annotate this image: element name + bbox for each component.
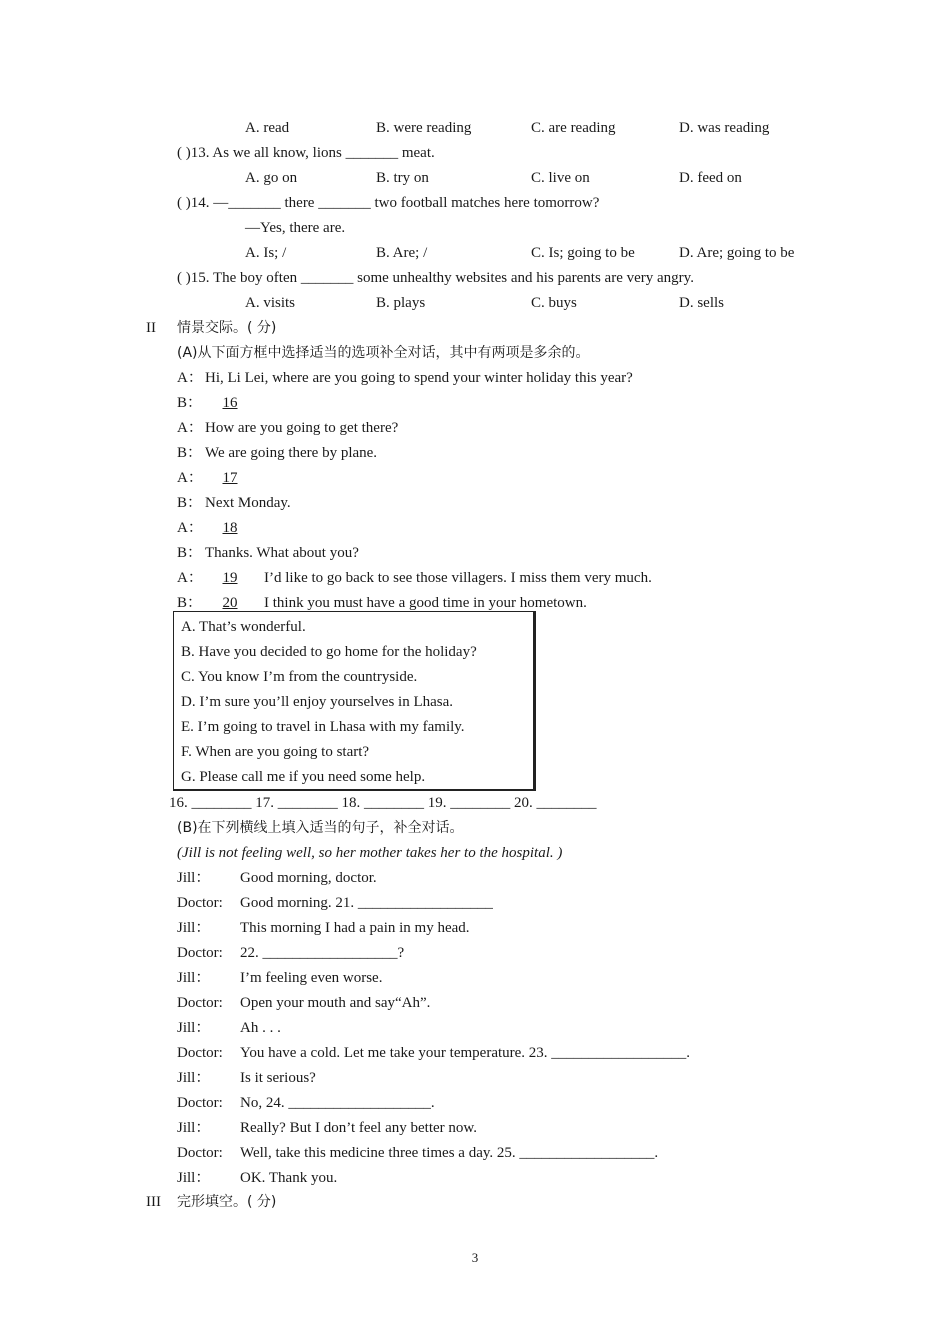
dialogue-speaker: B： bbox=[177, 395, 203, 411]
dialogue-text: Good morning, doctor. bbox=[240, 870, 377, 886]
dialogue-text: You have a cold. Let me take your temperature. 23. __________________. bbox=[240, 1045, 691, 1061]
q14-option-b: B. Are; / bbox=[376, 245, 428, 261]
blank-19: 19 bbox=[222, 570, 238, 586]
dialogue-speaker: A： bbox=[177, 520, 203, 536]
blank-17: 17 bbox=[222, 470, 238, 486]
q14-reply: —Yes, there are. bbox=[245, 220, 346, 236]
q12-option-b: B. were reading bbox=[376, 120, 472, 136]
dialogue-text: Next Monday. bbox=[205, 495, 291, 511]
box-option-c: C. You know I’m from the countryside. bbox=[181, 669, 418, 685]
dialogue-text: Open your mouth and say“Ah”. bbox=[240, 995, 431, 1011]
blank-20: 20 bbox=[222, 595, 238, 611]
dialogue-text: No, 24. ___________________. bbox=[240, 1095, 435, 1111]
dialogue-text: Is it serious? bbox=[240, 1070, 316, 1086]
box-option-b: B. Have you decided to go home for the holiday? bbox=[181, 644, 477, 660]
dialogue-text: I’m feeling even worse. bbox=[240, 970, 383, 986]
q15-option-b: B. plays bbox=[376, 295, 426, 311]
dialogue-text: Ah . . . bbox=[240, 1020, 281, 1036]
q14-option-a: A. Is; / bbox=[245, 245, 287, 261]
dialogue-speaker: Jill： bbox=[177, 920, 211, 936]
answer-line: 16. ________ 17. ________ 18. ________ 19. ________ 20. ________ bbox=[169, 795, 597, 811]
q13-option-b: B. try on bbox=[376, 170, 429, 186]
dialogue-text: Thanks. What about you? bbox=[205, 545, 359, 561]
section2-title: 情景交际。( 分) bbox=[177, 320, 277, 336]
dialogue-speaker: Jill： bbox=[177, 870, 211, 886]
part-b-instruction: (B)在下列横线上填入适当的句子，补全对话。 bbox=[177, 820, 464, 836]
box-option-f: F. When are you going to start? bbox=[181, 744, 370, 760]
dialogue-text: This morning I had a pain in my head. bbox=[240, 920, 470, 936]
q13-option-a: A. go on bbox=[245, 170, 298, 186]
dialogue-speaker: Doctor: bbox=[177, 1145, 223, 1161]
dialogue-speaker: Jill： bbox=[177, 970, 211, 986]
part-b-context: (Jill is not feeling well, so her mother takes her to the hospital. ) bbox=[177, 845, 563, 861]
dialogue-speaker: A： bbox=[177, 470, 203, 486]
q14-option-c: C. Is; going to be bbox=[531, 245, 635, 261]
dialogue-speaker: Doctor: bbox=[177, 995, 223, 1011]
q13-stem: ( )13. As we all know, lions _______ meat. bbox=[177, 145, 435, 161]
blank-18: 18 bbox=[222, 520, 238, 536]
q12-option-c: C. are reading bbox=[531, 120, 616, 136]
options-box bbox=[173, 611, 536, 791]
q14-option-d: D. Are; going to be bbox=[679, 245, 795, 261]
box-option-a: A. That’s wonderful. bbox=[181, 619, 306, 635]
dialogue-text: Really? But I don’t feel any better now. bbox=[240, 1120, 478, 1136]
dialogue-speaker: Jill： bbox=[177, 1120, 211, 1136]
dialogue-speaker: A： bbox=[177, 570, 203, 586]
dialogue-text: 22. __________________? bbox=[240, 945, 405, 961]
q15-stem: ( )15. The boy often _______ some unhealthy websites and his parents are very angry. bbox=[177, 270, 694, 286]
q14-stem: ( )14. —_______ there _______ two football matches here tomorrow? bbox=[177, 195, 600, 211]
dialogue-speaker: Doctor: bbox=[177, 1045, 223, 1061]
dialogue-speaker: Doctor: bbox=[177, 1095, 223, 1111]
dialogue-text: Good morning. 21. __________________ bbox=[240, 895, 493, 911]
box-option-e: E. I’m going to travel in Lhasa with my family. bbox=[181, 719, 465, 735]
dialogue-text: OK. Thank you. bbox=[240, 1170, 338, 1186]
section2-numeral: II bbox=[146, 320, 156, 336]
dialogue-speaker: Jill： bbox=[177, 1170, 211, 1186]
blank-16: 16 bbox=[222, 395, 238, 411]
dialogue-speaker: B： bbox=[177, 595, 203, 611]
dialogue-speaker: B： bbox=[177, 545, 203, 561]
dialogue-text: How are you going to get there? bbox=[205, 420, 399, 436]
q15-option-a: A. visits bbox=[245, 295, 296, 311]
box-option-g: G. Please call me if you need some help. bbox=[181, 769, 426, 785]
dialogue-speaker: Doctor: bbox=[177, 895, 223, 911]
q12-option-a: A. read bbox=[245, 120, 290, 136]
dialogue-speaker: A： bbox=[177, 420, 203, 436]
page-number: 3 bbox=[471, 1250, 479, 1265]
dialogue-speaker: B： bbox=[177, 445, 203, 461]
dialogue-speaker: Doctor: bbox=[177, 945, 223, 961]
q13-option-c: C. live on bbox=[531, 170, 590, 186]
dialogue-text: I’d like to go back to see those villagers. I miss them very much. bbox=[264, 570, 652, 586]
dialogue-text: Hi, Li Lei, where are you going to spend your winter holiday this year? bbox=[205, 370, 633, 386]
q12-option-d: D. was reading bbox=[679, 120, 770, 136]
dialogue-text: I think you must have a good time in your hometown. bbox=[264, 595, 587, 611]
dialogue-text: We are going there by plane. bbox=[205, 445, 378, 461]
dialogue-speaker: Jill： bbox=[177, 1020, 211, 1036]
section3-title: 完形填空。( 分) bbox=[177, 1194, 277, 1210]
q13-option-d: D. feed on bbox=[679, 170, 742, 186]
q15-option-c: C. buys bbox=[531, 295, 577, 311]
dialogue-speaker: B： bbox=[177, 495, 203, 511]
part-a-instruction: (A)从下面方框中选择适当的选项补全对话，其中有两项是多余的。 bbox=[177, 345, 590, 361]
dialogue-speaker: A： bbox=[177, 370, 203, 386]
q15-option-d: D. sells bbox=[679, 295, 724, 311]
box-option-d: D. I’m sure you’ll enjoy yourselves in Lhasa. bbox=[181, 694, 454, 710]
dialogue-speaker: Jill： bbox=[177, 1070, 211, 1086]
dialogue-text: Well, take this medicine three times a day. 25. __________________. bbox=[240, 1145, 659, 1161]
section3-numeral: III bbox=[146, 1194, 161, 1210]
